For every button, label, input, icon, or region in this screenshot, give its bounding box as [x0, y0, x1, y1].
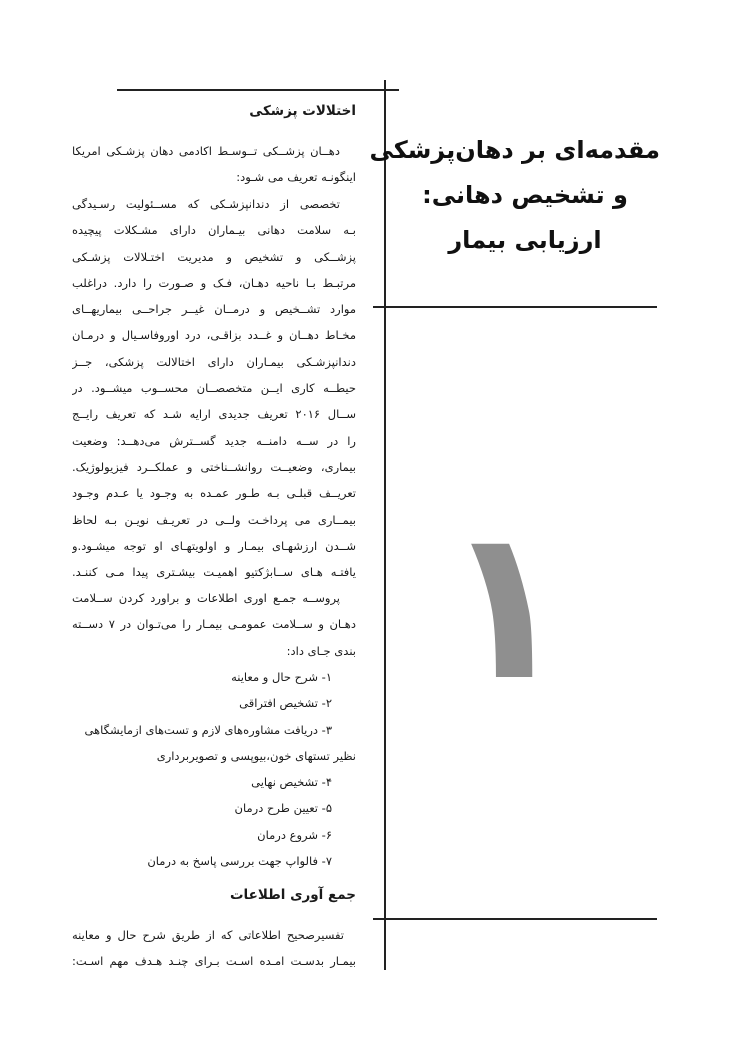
text-line: موارد تشــخیص و درمــان غیــر جراحــی بیماریهــای	[72, 302, 356, 317]
text-line: تعریــف قبلـی بـه طـور عمـده به وجـود یا عـدم وجـود	[72, 486, 356, 501]
text-line: بیمـار بدسـت امـده اسـت بـرای چنـد هـدف مهم اسـت:	[72, 954, 356, 969]
text-line: بندی جـای داد:	[286, 643, 356, 658]
middle-rule	[373, 306, 657, 308]
list-item: ۷- فالواپ جهت بررسی پاسخ به درمان	[147, 854, 332, 869]
top-rule	[117, 89, 399, 91]
text-line: را در ســه دامنــه جدید گســترش می‌دهــد: وضعیت	[72, 433, 356, 448]
text-line: شــدن ارزشهـای بیمـار و اولویتهـای او توجه میشـود.و	[72, 538, 356, 553]
section-heading: جمع آوری اطلاعات	[229, 887, 356, 903]
vertical-rule	[384, 80, 386, 970]
list-item: ۳- دریافت مشاوره‌های لازم و تست‌های ازمایشگاهی	[84, 722, 332, 737]
list-item: ۴- تشخیص نهایی	[251, 775, 332, 790]
chapter-title	[369, 128, 660, 263]
text-line: پروســه جمـع اوری اطلاعات و براورد کردن ســلامت	[72, 591, 340, 605]
text-line: ســال ۲۰۱۶ تعریف جدیدی ارایه شـد که تعریف رایــج	[72, 407, 356, 422]
list-item: ۱- شرح حال و معاینه	[231, 670, 332, 684]
paragraph-process	[72, 585, 356, 664]
section-heading: اختلالات پزشکی	[249, 103, 356, 119]
text-line: مرتبـط بـا ناحیه دهـان، فـک و صـورت را دارد. دراغلب	[72, 275, 356, 290]
list-item: ۶- شروع درمان	[257, 827, 332, 842]
text-line: بـه سلامت دهانی بیـماران دارای مشـکلات پیچیده	[72, 223, 356, 238]
list-item: نظیر تستهای خون،بیوپسی و تصویربرداری	[156, 748, 356, 763]
text-line: دندانپزشـکی بیمـاران دارای اختالالت پزشکی، جــز	[72, 354, 356, 369]
chapter-title-line: ارزیابی بیمار	[448, 226, 602, 254]
paragraph-specialty	[72, 191, 356, 585]
text-line: یافتـه هـای ســابژکتیو اهمیـت بیشـتری پیدا مـی کننـد.	[72, 565, 356, 580]
text-line: دهــان پزشــکی تــوسـط اکادمی دهان پزشـکی امریکا	[72, 144, 340, 158]
chapter-title-line: و تشخیص دهانی:	[422, 181, 628, 209]
chapter-number: ۱	[441, 482, 570, 727]
paragraph-definition	[72, 138, 356, 191]
list-item: ۲- تشخیص افتراقی	[239, 696, 332, 711]
text-line: پزشــکی و تشخیص و مدیریت اختـلالات پزشـکی	[72, 249, 356, 264]
text-line: تخصصی از دندانپزشـکی که مســئولیت رسـیدگی	[72, 197, 340, 211]
text-line: اینگونـه تعریف می شـود:	[236, 170, 356, 185]
text-line: حیطــه کاری ایــن متخصصــان محســوب میشــود. در	[72, 381, 356, 396]
text-line: بیماری، وضعیــت روانشــناختی و عملکــرد فیزیولوژیک.	[72, 459, 356, 474]
chapter-title-line: مقدمه‌ای بر دهان‌پزشکی	[369, 136, 660, 164]
list-item: ۵- تعیین طرح درمان	[234, 801, 332, 816]
text-line: دهـان و ســلامت عمومـی بیمـار را می‌تـوان در ۷ دســته	[72, 617, 356, 632]
text-line: مخـاط دهــان و غــدد بزاقـی، درد اوروفاسـیال و درمـان	[72, 328, 356, 343]
paragraph-interpretation	[72, 922, 356, 975]
steps-list	[72, 664, 356, 874]
bottom-rule	[373, 918, 657, 920]
text-line: بیمــاری می پرداخـت ولــی در تعریـف نویـن بـه لحاظ	[72, 512, 356, 527]
section-medical-disorders	[72, 103, 356, 119]
section-data-collection	[72, 887, 356, 903]
text-line: تفسیرصحیح اطلاعاتی که از طریق شرح حال و معاینه	[72, 928, 344, 942]
